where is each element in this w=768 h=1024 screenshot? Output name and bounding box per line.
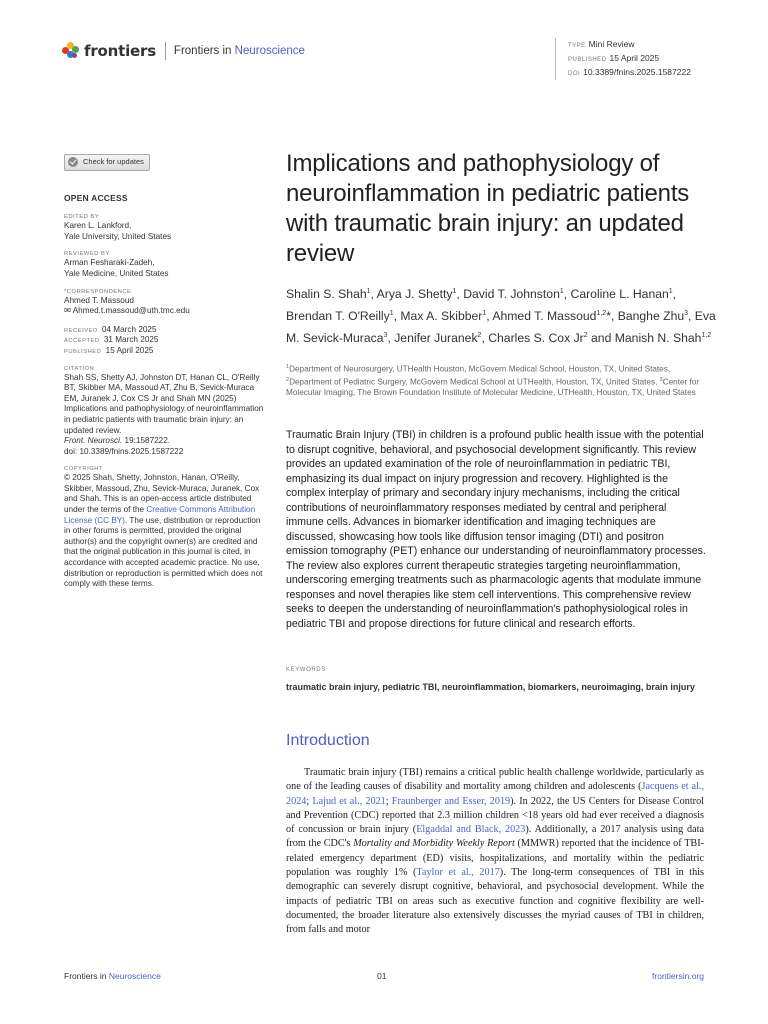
meta-published: PUBLISHED 15 April 2025 — [568, 53, 660, 63]
cc-by-license-link[interactable]: Creative Commons Attribution License (CC BY) — [64, 505, 256, 525]
meta-type: TYPE Mini Review — [568, 39, 635, 49]
correspondence: *CORRESPONDENCE Ahmed T. Massoud ✉ Ahmed.t.massoud@uth.tmc.edu — [64, 288, 264, 317]
frontiers-logo-icon — [62, 42, 80, 60]
introduction-paragraph: Traumatic brain injury (TBI) remains a critical public health challenge worldwide, particularly as one of the leading causes of disability and mortality among children and adolescents (Jacquens et al., 2024; Lajud et al., 2021; Fraunberger and Esser, 2019). In 2022, the US Centers for Disease Control and Prevention (CDC) reported that 2.3 million children <18 years old had ever received a diagnosis of concussion or brain injury (Elgaddal and Black, 2023). Additionally, a 2017 analysis using data from the CDC's Mortality and Morbidity Weekly Report (MMWR) reported that the incidence of TBI-related emergency department (ED) visits, hospitalizations, and mortality within the pediatric population was roughly 1% (Taylor et al., 2017). The long-term consequences of TBI in this demographic can severely disrupt cognitive, behavioral, and psychosocial development. While the impacts of pediatric TBI on areas such as executive function and cognitive flexibility are well-documented, the broader literature also extensively discusses the myriad causes of TBI in children, from falls and motor — [286, 767, 705, 936]
keywords: traumatic brain injury, pediatric TBI, neuroinflammation, biomarkers, neuroimaging, brain injury — [286, 682, 695, 692]
article-sidebar — [64, 154, 264, 598]
journal-name[interactable]: Frontiers in Neuroscience — [173, 45, 305, 57]
correspondence-email[interactable]: ✉ Ahmed.t.massoud@uth.tmc.edu — [64, 306, 190, 316]
edited-by: EDITED BY Karen L. Lankford, Yale University, United States — [64, 214, 172, 241]
page-number: 01 — [377, 971, 387, 981]
citation: CITATION Shah SS, Shetty AJ, Johnston DT, Hanan CL, O'Reilly BT, Skibber MA, Massoud AT, Zhu B, Sevick-Muraca EM, Juranek J, Cox CS Jr and Shah MN (2025) Implications and pathophysiology of neuroinflammation in pediatric patients with traumatic brain injury: an updated review. Front. Neurosci. 19:1587222. doi: 10.3389/fnins.2025.1587222 — [64, 365, 264, 456]
article-meta — [555, 38, 691, 80]
open-access-label: OPEN ACCESS — [64, 192, 128, 203]
check-circle-icon — [68, 157, 78, 167]
logo-wordmark: frontiers — [84, 42, 156, 60]
citation-link[interactable]: Lajud et al., 2021 — [312, 795, 386, 807]
article-title: Implications and pathophysiology of neuroinflammation in pediatric patients with traumatic brain injury: an updated review — [286, 150, 690, 267]
logo-divider — [165, 42, 166, 60]
article-dates: RECEIVED 04 March 2025 ACCEPTED 31 March 2025 PUBLISHED 15 April 2025 — [64, 324, 159, 355]
affiliations: $^1$Department of Neurosurgery, UTHealth Houston, McGovern Medical School, Houston, TX, United States, $^2$Department of Pediatric Surgery, McGovern Medical School at UTHealth, Houston, TX, United States, $^3$Center for Molecular Imaging, The Brown Foundation Institute of Molecular Medicine, UTHealth, Houston, TX, United States — [286, 364, 700, 398]
reviewed-by: REVIEWED BY Arman Fesharaki-Zadeh, Yale Medicine, United States — [64, 251, 169, 278]
citation-link[interactable]: Elgaddal and Black, 2023 — [416, 824, 526, 836]
mail-icon: ✉ — [64, 306, 73, 316]
frontiers-logo[interactable] — [62, 42, 305, 60]
footer-site-link[interactable]: frontiersin.org — [652, 971, 704, 981]
citation-link[interactable]: Fraunberger and Esser, 2019 — [391, 795, 511, 807]
footer-journal[interactable]: Frontiers in Neuroscience — [64, 971, 161, 981]
abstract: Traumatic Brain Injury (TBI) in children is a profound public health issue with the potential to disrupt cognitive, behavioral, and psychosocial development significantly. This review provides an updated examination of the role of neuroinflammation in pediatric TBI, emphasizing its dual impact on injury progression and recovery. Highlighted is the complex interplay of primary and secondary injury mechanisms, including the critical contributions of neuroinflammatory responses mediated by central and peripheral immune cells. Advances in biomarker identification and imaging techniques are discussed, showcasing how tools like diffusion tensor imaging (DTI) and positron emission tomography (PET) enhance our understanding of neuroinflammatory processes. The review also explores current therapeutic strategies targeting neuroinflammation, underscoring emerging treatments such as pharmacologic agents that modulate immune responses and novel therapies like stem cell interventions. This comprehensive review seeks to deepen the understanding of neuroinflammation's pathophysiological roles in pediatric TBI and propose directions for future clinical and research efforts. — [286, 429, 706, 630]
citation-doi[interactable]: doi: 10.3389/fnins.2025.1587222 — [64, 446, 184, 456]
keywords-label: KEYWORDS — [286, 667, 326, 673]
meta-doi[interactable]: DOI 10.3389/fnins.2025.1587222 — [568, 67, 691, 77]
introduction-heading: Introduction — [286, 732, 370, 749]
copyright: COPYRIGHT © 2025 Shah, Shetty, Johnston, Hanan, O'Reilly, Skibber, Massoud, Zhu, Sevick-Muraca, Juranek, Cox and Shah. This is an open-access article distributed under the terms of the Creative Commons Attribution License (CC BY). The use, distribution or reproduction in other forums is permitted, provided the original author(s) and the copyright owner(s) are credited and that the original publication in this journal is cited, in accordance with accepted academic practice. No use, distribution or reproduction is permitted which does not comply with these terms. — [64, 466, 263, 589]
citation-link[interactable]: Jacquens et al., 2024 — [286, 781, 705, 807]
check-for-updates-button[interactable]: Check for updates — [64, 154, 150, 171]
author-list: Shalin S. Shah$^1$, Arya J. Shetty$^1$, David T. Johnston$^1$, Caroline L. Hanan$^1$, Brendan T. O'Reilly$^1$, Max A. Skibber$^1$, Ahmed T. Massoud$^{1,2}$*, Banghe Zhu$^3$, Eva M. Sevick-Muraca$^3$, Jenifer Juranek$^2$, Charles S. Cox Jr$^2$ and Manish N. Shah$^{1,2}$ — [286, 287, 716, 346]
citation-link[interactable]: Taylor et al., 2017 — [416, 867, 500, 879]
